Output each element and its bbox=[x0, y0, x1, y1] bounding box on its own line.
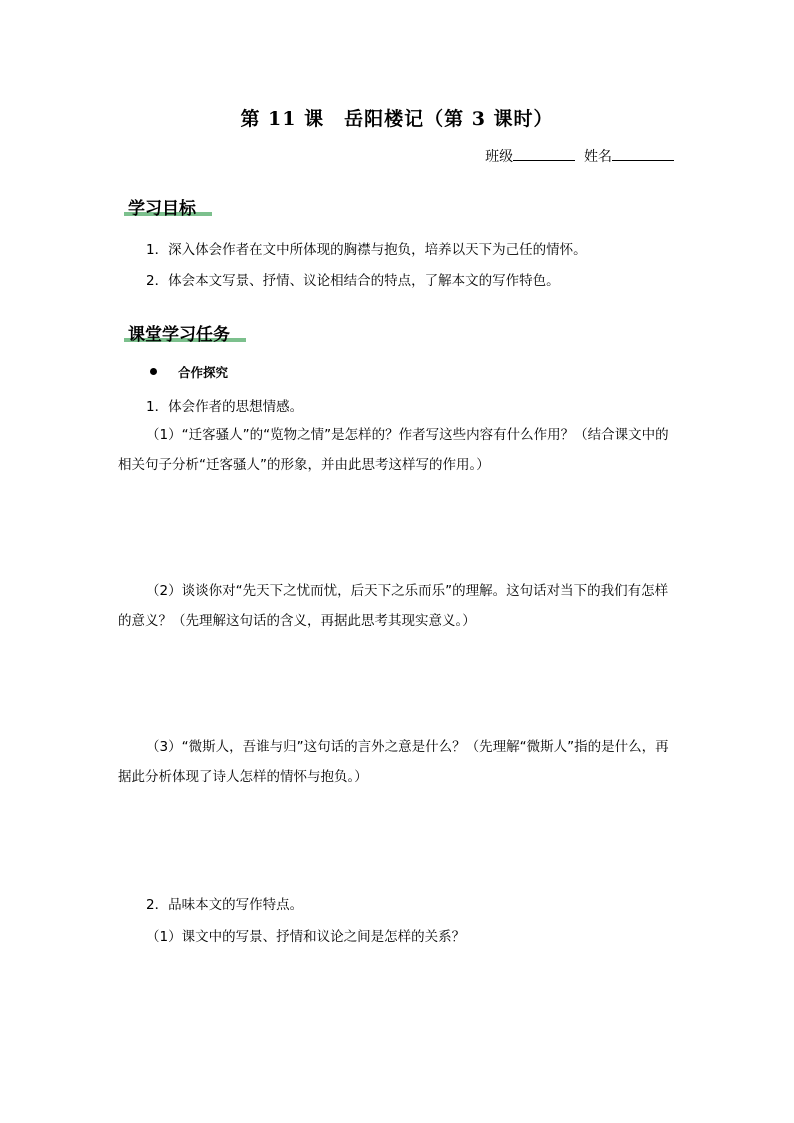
question-2: 2．品味本文的写作特点。 bbox=[146, 897, 304, 913]
tasks-heading: 课堂学习任务 bbox=[128, 325, 230, 345]
question-1-2: （2）谈谈你对“先天下之忧而忧，后天下之乐而乐”的理解。这句话对当下的我们有怎样的意义？（先理解这句话的含义，再据此思考其现实意义。） bbox=[118, 583, 669, 629]
question-1: 1．体会作者的思想情感。 bbox=[146, 399, 304, 415]
goal-item: 2．体会本文写景、抒情、议论相结合的特点，了解本文的写作特色。 bbox=[146, 273, 560, 289]
student-info bbox=[485, 146, 674, 166]
page-title: 第 11 课 岳阳楼记（第 3 课时） bbox=[240, 108, 554, 130]
name-label: 姓名 bbox=[584, 149, 612, 165]
goal-item: 1．深入体会作者在文中所体现的胸襟与抱负，培养以天下为己任的情怀。 bbox=[146, 242, 587, 258]
question-1-3: （3）“微斯人，吾谁与归”这句话的言外之意是什么？（先理解“微斯人”指的是什么，再据此分析体现了诗人怎样的情怀与抱负。） bbox=[118, 739, 669, 785]
name-blank[interactable] bbox=[612, 146, 674, 161]
class-blank[interactable] bbox=[513, 146, 575, 161]
bullet-label: 合作探究 bbox=[178, 365, 229, 380]
question-1-1: （1）“迁客骚人”的“览物之情”是怎样的？作者写这些内容有什么作用？（结合课文中的相关句子分析“迁客骚人”的形象，并由此思考这样写的作用。） bbox=[118, 427, 669, 473]
question-2-1: （1）课文中的写景、抒情和议论之间是怎样的关系？ bbox=[146, 929, 466, 945]
class-label: 班级 bbox=[485, 149, 514, 165]
bullet-dot-icon bbox=[150, 368, 157, 375]
goals-heading: 学习目标 bbox=[128, 199, 196, 219]
